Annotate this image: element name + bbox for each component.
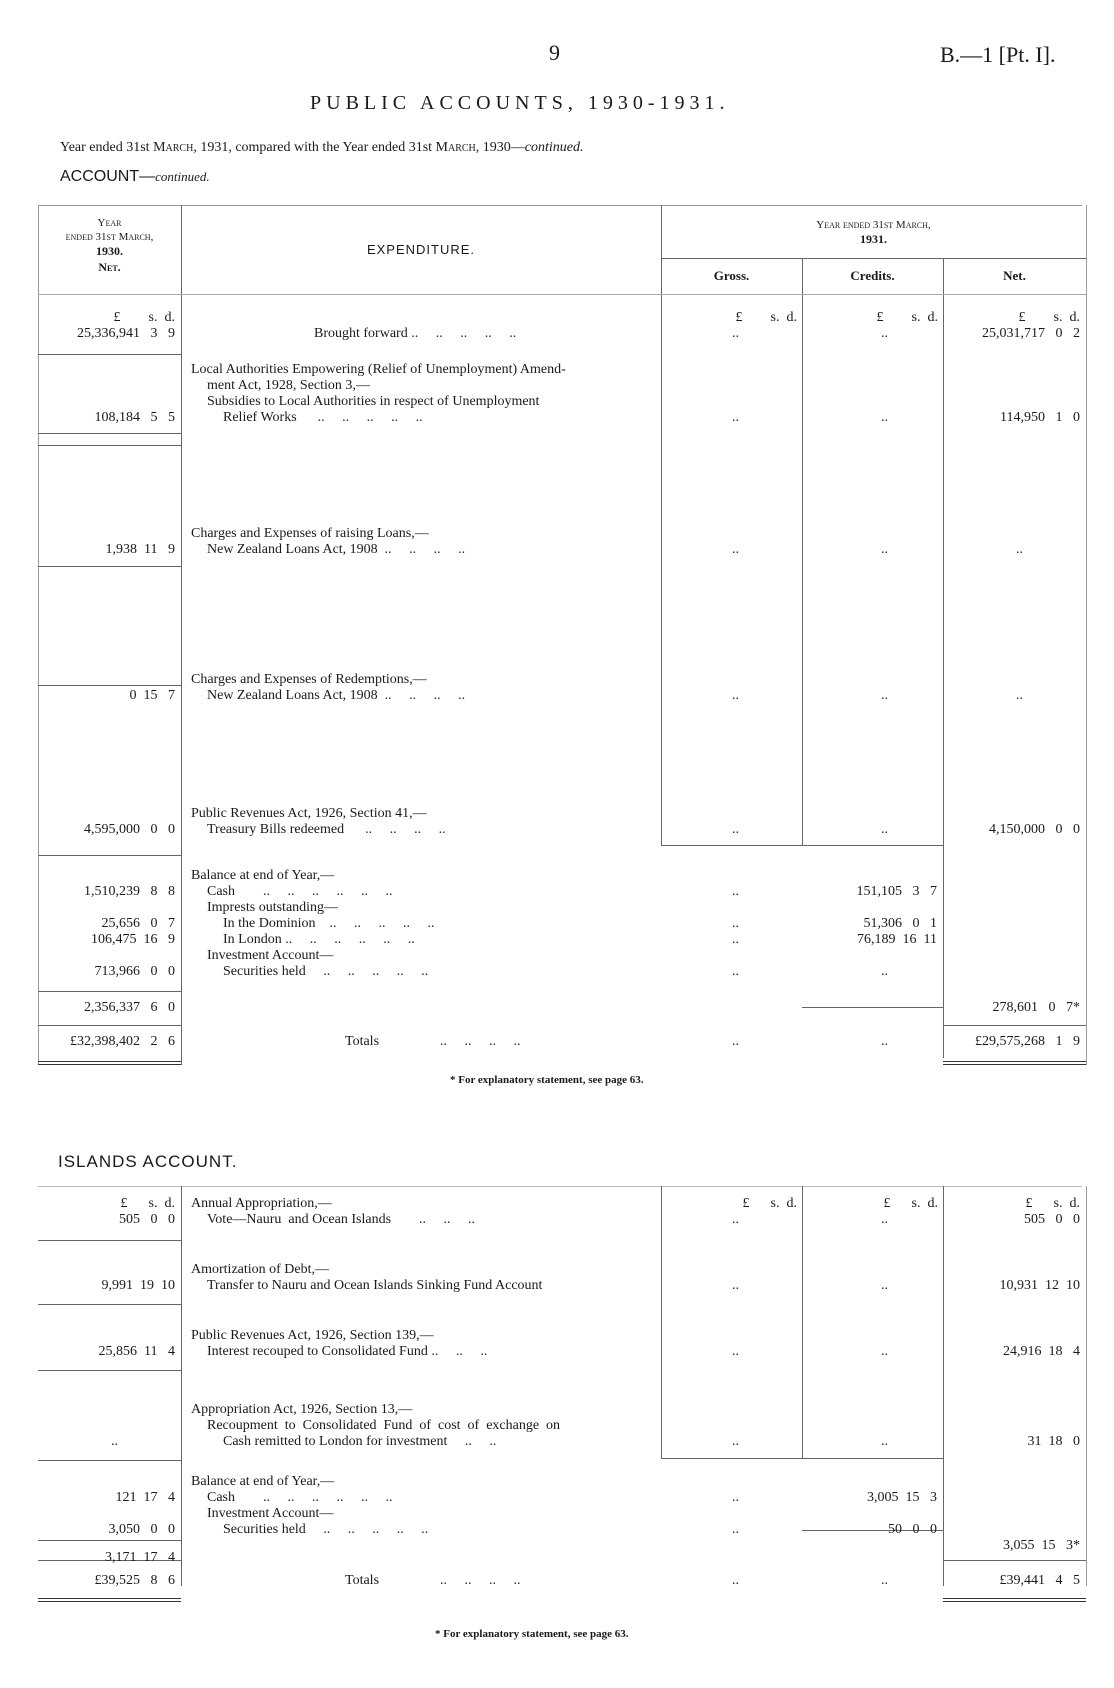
islands-approp13-net: 31 18 0: [1027, 1434, 1080, 1449]
row-redemptions-credits: ..: [881, 688, 888, 703]
islands-approp13-l3: Cash remitted to London for investment .. ..: [223, 1434, 497, 1449]
row-loans-gross: ..: [732, 542, 739, 557]
row-loans-credits: ..: [881, 542, 888, 557]
header-expenditure: EXPENDITURE.: [366, 242, 476, 257]
row-redemptions-gross: ..: [732, 688, 739, 703]
row-cash-label: Cash .. .. .. .. .. ..: [207, 884, 393, 899]
row-securities-label: Securities held .. .. .. .. ..: [223, 964, 429, 979]
islands-appropriation-net: 505 0 0: [1024, 1212, 1080, 1227]
row-totals-gross: ..: [732, 1034, 739, 1049]
islands-appropriation-l2: Vote—Nauru and Ocean Islands .. .. ..: [207, 1212, 476, 1227]
islands-securities-gross: ..: [732, 1522, 739, 1537]
row-dominion-label: In the Dominion .. .. .. .. ..: [223, 916, 435, 931]
islands-totals-credits: ..: [881, 1573, 888, 1588]
islands-revenues139-prev: 25,856 11 4: [98, 1344, 175, 1359]
islands-securities-label: Securities held .. .. .. .. ..: [223, 1522, 429, 1537]
islands-securities-credits: 50 0 0: [888, 1522, 937, 1537]
islands-approp13-l1: Appropriation Act, 1926, Section 13,—: [191, 1402, 413, 1417]
islands-cash-gross: ..: [732, 1490, 739, 1505]
islands-amortization-l1: Amortization of Debt,—: [191, 1262, 330, 1277]
islands-approp13-credits: ..: [881, 1434, 888, 1449]
header-credits: Credits.: [850, 268, 895, 283]
islands-account-title: ISLANDS ACCOUNT.: [58, 1152, 238, 1171]
row-treasury-l1: Public Revenues Act, 1926, Section 41,—: [191, 806, 427, 821]
islands-investment-heading: Investment Account—: [207, 1506, 334, 1521]
row-local-auth-net: 114,950 1 0: [1000, 410, 1080, 425]
islands-appropriation-gross: ..: [732, 1212, 739, 1227]
row-loans-l2: New Zealand Loans Act, 1908 .. .. .. ..: [207, 542, 466, 557]
header-prev-year: Year ended 31st March, 1930. Net.: [65, 217, 154, 274]
row-brought-forward-label: Brought forward .. .. .. .. ..: [314, 326, 517, 341]
row-totals-credits: ..: [881, 1034, 888, 1049]
row-loans-prev: 1,938 11 9: [105, 542, 175, 557]
row-totals-dots: .. .. .. ..: [440, 1034, 521, 1049]
islands-amortization-prev: 9,991 19 10: [101, 1278, 175, 1293]
row-local-auth-credits: ..: [881, 410, 888, 425]
row-loans-net: ..: [1016, 542, 1023, 557]
islands-totals-label: Totals: [345, 1573, 380, 1588]
islands-balance-heading: Balance at end of Year,—: [191, 1474, 335, 1489]
islands-amortization-l2: Transfer to Nauru and Ocean Islands Sinking Fund Account: [207, 1278, 543, 1293]
islands-revenues139-l1: Public Revenues Act, 1926, Section 139,—: [191, 1328, 434, 1343]
islands-revenues139-gross: ..: [732, 1344, 739, 1359]
islands-unit-prev: £ s. d.: [120, 1196, 175, 1211]
header-current-year: Year ended 31st March, 1931.: [816, 219, 931, 246]
islands-balance-total-prev: 3,171 17 4: [105, 1550, 175, 1565]
islands-appropriation-credits: ..: [881, 1212, 888, 1227]
header-gross: Gross.: [713, 268, 750, 283]
islands-amortization-gross: ..: [732, 1278, 739, 1293]
islands-securities-prev: 3,050 0 0: [108, 1522, 175, 1537]
islands-totals-net: £39,441 4 5: [999, 1573, 1080, 1588]
row-dominion-gross: ..: [732, 916, 739, 931]
page-number: 9: [549, 40, 560, 65]
row-brought-forward-net: 25,031,717 0 2: [982, 326, 1080, 341]
islands-totals-gross: ..: [732, 1573, 739, 1588]
islands-appropriation-prev: 505 0 0: [119, 1212, 175, 1227]
islands-amortization-net: 10,931 12 10: [999, 1278, 1080, 1293]
unit-prev: £ s. d.: [113, 310, 175, 325]
islands-unit-credits: £ s. d.: [883, 1196, 938, 1211]
row-local-auth-l1: Local Authorities Empowering (Relief of Unemployment) Amend-: [191, 362, 566, 377]
islands-balance-total-net: 3,055 15 3*: [1003, 1538, 1080, 1553]
row-london-gross: ..: [732, 932, 739, 947]
row-local-auth-l3: Subsidies to Local Authorities in respect of Unemployment: [207, 394, 540, 409]
row-dominion-prev: 25,656 0 7: [101, 916, 175, 931]
main-footnote: * For explanatory statement, see page 63.: [450, 1074, 644, 1086]
islands-cash-prev: 121 17 4: [115, 1490, 175, 1505]
row-local-auth-l2: ment Act, 1928, Section 3,—: [207, 378, 370, 393]
row-treasury-prev: 4,595,000 0 0: [84, 822, 175, 837]
row-local-auth-prev: 108,184 5 5: [94, 410, 175, 425]
islands-approp13-prev: ..: [111, 1434, 118, 1449]
row-redemptions-prev: 0 15 7: [129, 688, 175, 703]
row-securities-credits: ..: [881, 964, 888, 979]
row-balance-total-prev: 2,356,337 6 0: [84, 1000, 175, 1015]
islands-cash-label: Cash .. .. .. .. .. ..: [207, 1490, 393, 1505]
row-totals-net: £29,575,268 1 9: [975, 1034, 1080, 1049]
unit-net: £ s. d.: [1018, 310, 1080, 325]
row-totals-prev: £32,398,402 2 6: [70, 1034, 175, 1049]
islands-approp13-gross: ..: [732, 1434, 739, 1449]
islands-appropriation-l1: Annual Appropriation,—: [191, 1196, 332, 1211]
islands-revenues139-net: 24,916 18 4: [1003, 1344, 1080, 1359]
islands-amortization-credits: ..: [881, 1278, 888, 1293]
row-london-prev: 106,475 16 9: [91, 932, 175, 947]
row-treasury-l2: Treasury Bills redeemed .. .. .. ..: [207, 822, 446, 837]
islands-totals-dots: .. .. .. ..: [440, 1573, 521, 1588]
row-securities-gross: ..: [732, 964, 739, 979]
islands-revenues139-credits: ..: [881, 1344, 888, 1359]
row-cash-gross: ..: [732, 884, 739, 899]
islands-unit-net: £ s. d.: [1025, 1196, 1080, 1211]
row-london-label: In London .. .. .. .. .. ..: [223, 932, 415, 947]
row-securities-prev: 713,966 0 0: [94, 964, 175, 979]
row-brought-forward-credits: ..: [881, 326, 888, 341]
row-redemptions-l2: New Zealand Loans Act, 1908 .. .. .. ..: [207, 688, 466, 703]
unit-gross: £ s. d.: [735, 310, 797, 325]
page-title: PUBLIC ACCOUNTS, 1930-1931.: [310, 92, 730, 114]
islands-cash-credits: 3,005 15 3: [867, 1490, 937, 1505]
islands-totals-prev: £39,525 8 6: [94, 1573, 175, 1588]
row-totals-label: Totals: [345, 1034, 380, 1049]
islands-unit-gross: £ s. d.: [742, 1196, 797, 1211]
row-london-credits: 76,189 16 11: [857, 932, 937, 947]
header-net: Net.: [1003, 268, 1026, 283]
islands-footnote: * For explanatory statement, see page 63.: [435, 1628, 629, 1640]
row-treasury-gross: ..: [732, 822, 739, 837]
row-redemptions-net: ..: [1016, 688, 1023, 703]
account-heading: ACCOUNT—continued.: [60, 168, 210, 185]
page-subtitle: Year ended 31st March, 1931, compared with the Year ended 31st March, 1930—continued.: [60, 140, 584, 155]
islands-revenues139-l2: Interest recouped to Consolidated Fund .. .. ..: [207, 1344, 488, 1359]
row-brought-forward-gross: ..: [732, 326, 739, 341]
row-loans-l1: Charges and Expenses of raising Loans,—: [191, 526, 429, 541]
row-investment-heading: Investment Account—: [207, 948, 334, 963]
row-brought-forward-prev: 25,336,941 3 9: [77, 326, 175, 341]
row-redemptions-l1: Charges and Expenses of Redemptions,—: [191, 672, 427, 687]
row-treasury-net: 4,150,000 0 0: [989, 822, 1080, 837]
row-balance-total-net: 278,601 0 7*: [992, 1000, 1080, 1015]
row-local-auth-l4: Relief Works .. .. .. .. ..: [223, 410, 423, 425]
row-imprests-heading: Imprests outstanding—: [207, 900, 339, 915]
row-balance-heading: Balance at end of Year,—: [191, 868, 335, 883]
islands-approp13-l2: Recoupment to Consolidated Fund of cost of exchange on: [207, 1418, 561, 1433]
unit-credits: £ s. d.: [876, 310, 938, 325]
document-reference: B.—1 [Pt. I].: [940, 42, 1056, 67]
row-cash-prev: 1,510,239 8 8: [84, 884, 175, 899]
row-treasury-credits: ..: [881, 822, 888, 837]
row-cash-credits: 151,105 3 7: [856, 884, 937, 899]
row-local-auth-gross: ..: [732, 410, 739, 425]
row-dominion-credits: 51,306 0 1: [863, 916, 937, 931]
